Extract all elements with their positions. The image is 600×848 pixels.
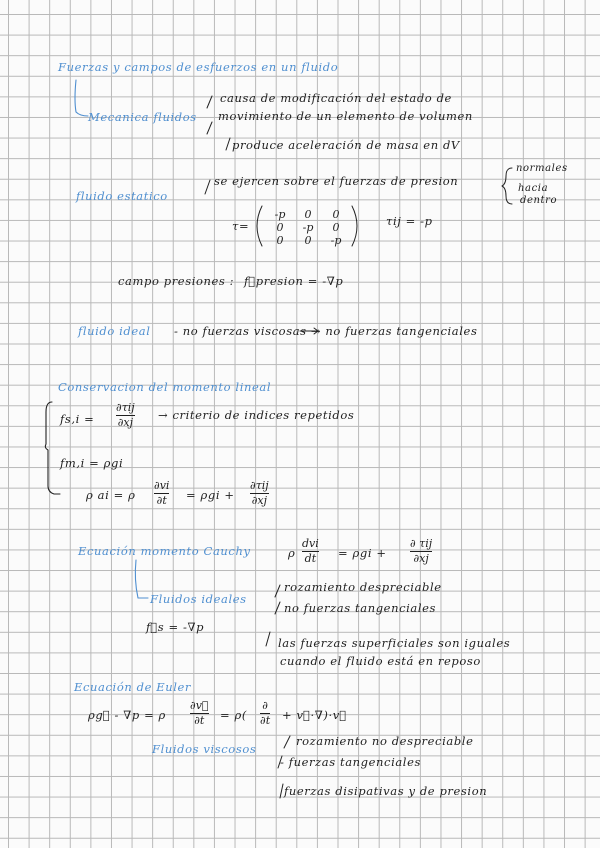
ideales-item2: no fuerzas tangenciales <box>284 601 437 615</box>
eq-num-1: ∂vi <box>154 479 170 492</box>
matrix-cell: 0 <box>304 234 312 247</box>
cauchy-label: Ecuación momento Cauchy <box>78 544 251 558</box>
eq-mid: = ρgi + <box>186 488 235 502</box>
cauchy-den-2: ∂xj <box>413 552 429 565</box>
stress-matrix <box>266 208 350 247</box>
estatico-text: se ejercen sobre el fuerzas de presion <box>214 174 459 188</box>
bracket-conservacion <box>45 402 60 494</box>
matrix-cell: -p <box>302 221 314 234</box>
eq-den-2: ∂xj <box>251 494 267 507</box>
euler-fraction-2 <box>260 700 270 726</box>
euler-lhs: ρg⃗ - ∇p = ρ <box>88 708 166 722</box>
cauchy-fraction-2 <box>410 538 432 564</box>
ideales-label: Fluidos ideales <box>150 592 247 606</box>
mecanica-label: Mecanica fluidos <box>88 110 197 124</box>
slash-8 <box>284 736 290 748</box>
estatico-hacia: hacia <box>518 183 549 194</box>
criterio-text: → criterio de indices repetidos <box>158 408 355 422</box>
matrix-cell: 0 <box>304 208 312 221</box>
ideales-item3b: cuando el fluido está en reposo <box>280 654 481 668</box>
page-title: Fuerzas y campos de esfuerzos en un fluido <box>58 60 339 74</box>
estatico-normales: normales <box>516 163 568 174</box>
matrix-cell: 0 <box>332 208 340 221</box>
slash-5 <box>275 585 280 597</box>
slash-2 <box>207 122 212 134</box>
matrix-left-paren <box>257 206 262 246</box>
viscosos-item1: rozamiento no despreciable <box>296 734 474 748</box>
tau-ij: τij = -p <box>386 214 433 228</box>
cauchy-den-1: dt <box>304 552 317 565</box>
campo-label: campo presiones : <box>118 274 235 288</box>
matrix-cell: -p <box>330 234 342 247</box>
matrix-cell: 0 <box>332 221 340 234</box>
cauchy-mid: = ρgi + <box>338 546 387 560</box>
estatico-dentro: dentro <box>520 195 558 206</box>
mecanica-line2: movimiento de un elemento de volumen <box>218 109 473 123</box>
cauchy-num-1: dvi <box>302 537 319 550</box>
matrix-cell: 0 <box>276 221 284 234</box>
ideales-item3a: las fuerzas superficiales son iguales <box>278 636 511 650</box>
eq-lhs: ρ ai = ρ <box>86 488 136 502</box>
tau-label: τ= <box>232 219 250 233</box>
cauchy-num-2: ∂ τij <box>410 537 433 550</box>
euler-label: Ecuación de Euler <box>74 680 192 694</box>
ideal-label: fluido ideal <box>78 324 151 338</box>
euler-den-2: ∂t <box>260 714 271 727</box>
matrix-cell: 0 <box>276 234 284 247</box>
eq-num-2: ∂τij <box>250 479 269 492</box>
ideal-text: - no fuerzas viscosas → no fuerzas tangenciales <box>174 324 478 338</box>
eq-fraction-2 <box>250 480 269 506</box>
eq-den-1: ∂t <box>156 494 167 507</box>
brace-presion <box>502 168 512 204</box>
euler-num-1: ∂v⃗ <box>190 699 209 712</box>
fm-text: fm,i = ρgi <box>60 456 124 470</box>
slash-7 <box>266 632 270 646</box>
matrix-right-paren <box>352 206 357 246</box>
fs-fraction <box>116 402 135 428</box>
mecanica-line1: causa de modificación del estado de <box>220 91 452 105</box>
fs-numerator: ∂τij <box>116 401 135 414</box>
euler-mid: = ρ( <box>220 708 247 722</box>
slash-4 <box>205 180 210 194</box>
conservacion-title: Conservacion del momento lineal <box>58 380 272 394</box>
mecanica-line3: produce aceleración de masa en dV <box>232 138 460 152</box>
ideales-fs: f⃗s = -∇p <box>146 620 205 634</box>
euler-fraction-1 <box>190 700 209 726</box>
cauchy-lhs: ρ <box>288 546 296 560</box>
connector-cauchy <box>135 560 148 598</box>
slash-10 <box>280 784 283 798</box>
fs-lhs: fs,i = <box>60 412 95 426</box>
euler-den-1: ∂t <box>194 714 205 727</box>
fs-denominator: ∂xj <box>117 416 133 429</box>
cauchy-fraction-1 <box>302 538 319 564</box>
euler-num-2: ∂ <box>262 699 268 712</box>
viscosos-item2: - fuerzas tangenciales <box>280 755 421 769</box>
viscosos-item3: fuerzas disipativas y de presion <box>284 784 488 798</box>
viscosos-label: Fluidos viscosos <box>152 742 257 756</box>
estatico-label: fluido estatico <box>76 189 168 203</box>
slash-1 <box>207 96 212 108</box>
slash-3 <box>226 138 230 150</box>
eq-fraction-1 <box>154 480 169 506</box>
euler-rest: + v⃗·∇)·v⃗ <box>282 708 347 722</box>
matrix-cell: -p <box>274 208 286 221</box>
ideales-item1: rozamiento despreciable <box>284 580 442 594</box>
campo-formula: f⃗presion = -∇p <box>244 274 344 288</box>
connector-mecanica <box>75 80 88 116</box>
slash-6 <box>275 602 280 614</box>
